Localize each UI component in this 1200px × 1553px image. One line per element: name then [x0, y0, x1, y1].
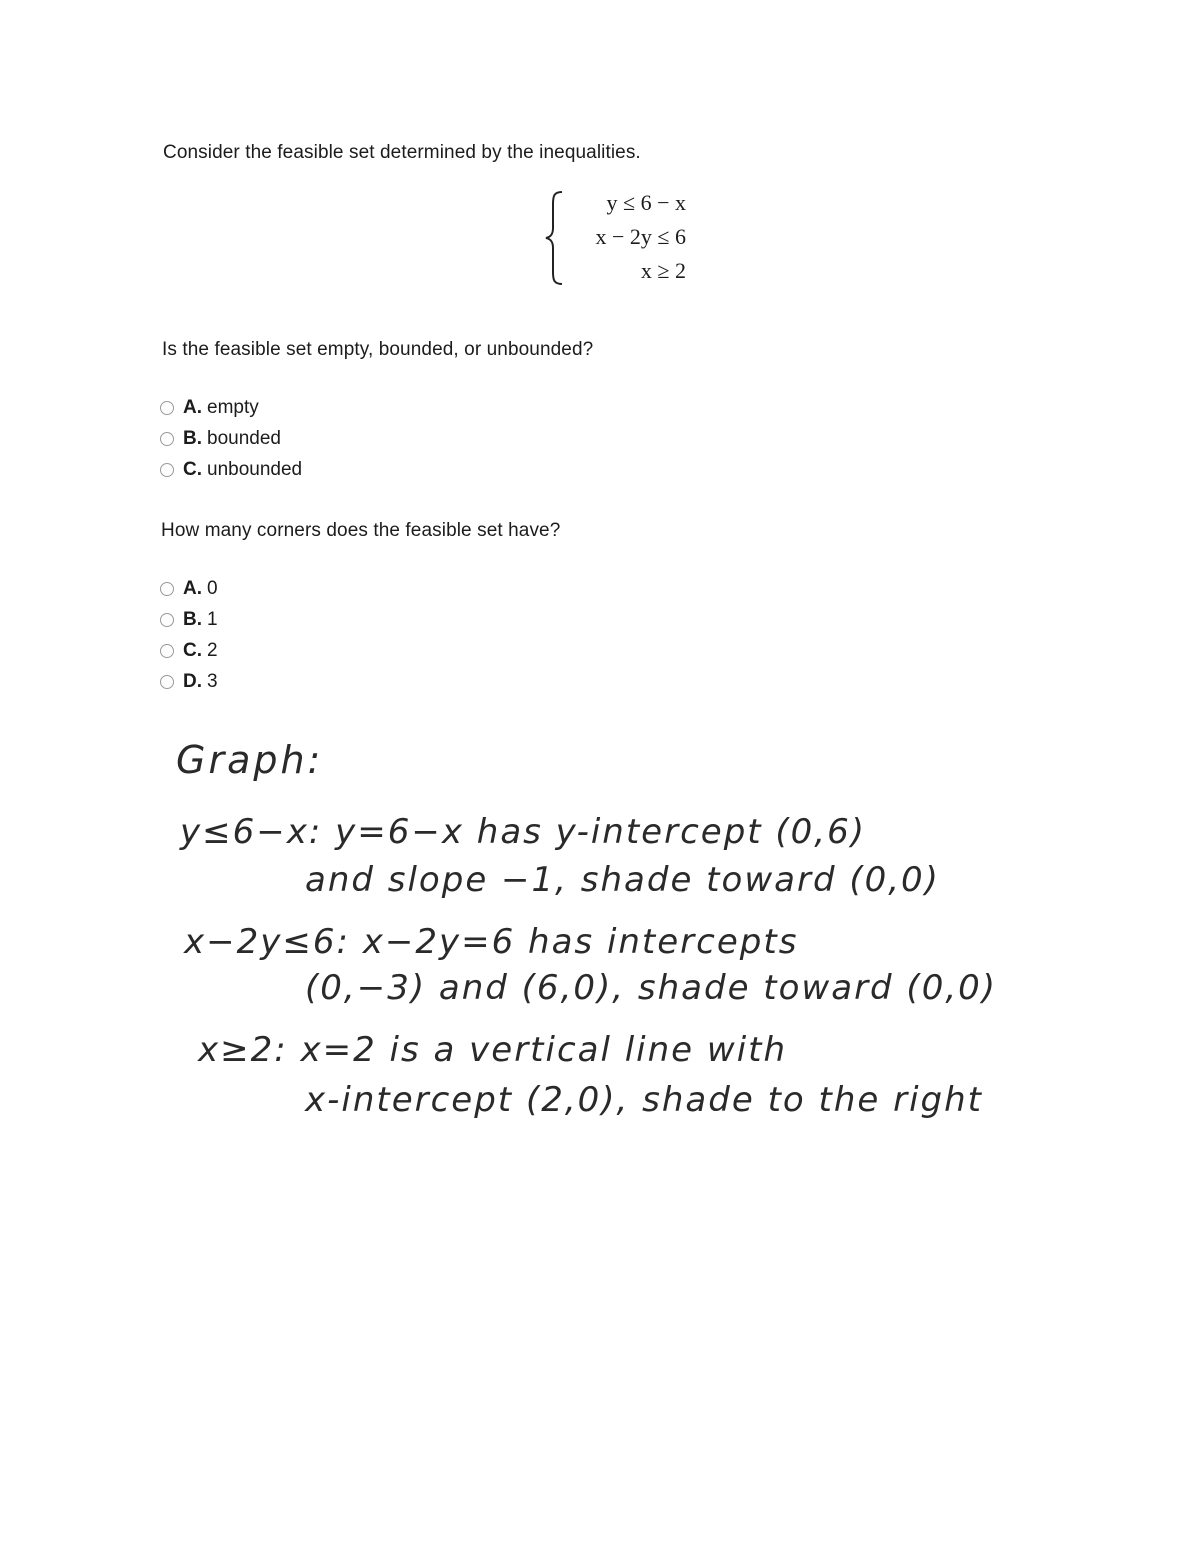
radio-button[interactable] — [160, 675, 174, 689]
option-label: bounded — [207, 427, 281, 449]
notes-line-6: x-intercept (2,0), shade to the right — [305, 1080, 983, 1120]
option-label: empty — [207, 396, 259, 418]
inequality-1: y ≤ 6 − x — [606, 190, 686, 215]
option-label: 1 — [207, 608, 218, 630]
notes-line-2: and slope −1, shade toward (0,0) — [305, 860, 940, 900]
notes-line-1: y≤6−x: y=6−x has y-intercept (0,6) — [180, 812, 867, 852]
radio-button[interactable] — [160, 463, 174, 477]
question1-options — [160, 392, 302, 485]
inequality-2: x − 2y ≤ 6 — [595, 224, 686, 249]
option-label: 2 — [207, 639, 218, 661]
option-label: 0 — [207, 577, 218, 599]
inequality-3: x ≥ 2 — [640, 258, 686, 283]
notes-line-3: x−2y≤6: x−2y=6 has intercepts — [184, 922, 799, 962]
option-letter: D. — [183, 670, 202, 692]
q1-option-c[interactable] — [160, 454, 302, 485]
inequality-system — [540, 188, 690, 288]
option-letter: A. — [183, 577, 202, 599]
option-letter: B. — [183, 608, 202, 630]
radio-button[interactable] — [160, 613, 174, 627]
notes-line-4: (0,−3) and (6,0), shade toward (0,0) — [305, 968, 998, 1008]
question2-prompt: How many corners does the feasible set have? — [161, 520, 561, 541]
q2-option-a[interactable] — [160, 573, 218, 604]
notes-line-5: x≥2: x=2 is a vertical line with — [198, 1030, 788, 1070]
radio-button[interactable] — [160, 432, 174, 446]
option-letter: C. — [183, 458, 202, 480]
option-label: 3 — [207, 670, 218, 692]
q2-option-d[interactable] — [160, 666, 218, 697]
radio-button[interactable] — [160, 582, 174, 596]
notes-heading: Graph: — [176, 738, 324, 782]
option-letter: C. — [183, 639, 202, 661]
left-brace — [544, 190, 566, 286]
q1-option-a[interactable] — [160, 392, 302, 423]
radio-button[interactable] — [160, 644, 174, 658]
question2-options — [160, 573, 218, 697]
question1-prompt: Is the feasible set empty, bounded, or unbounded? — [162, 339, 594, 360]
option-label: unbounded — [207, 458, 303, 480]
question-intro: Consider the feasible set determined by the inequalities. — [163, 142, 641, 163]
q1-option-b[interactable] — [160, 423, 302, 454]
radio-button[interactable] — [160, 401, 174, 415]
option-letter: B. — [183, 427, 202, 449]
q2-option-c[interactable] — [160, 635, 218, 666]
q2-option-b[interactable] — [160, 604, 218, 635]
option-letter: A. — [183, 396, 202, 418]
